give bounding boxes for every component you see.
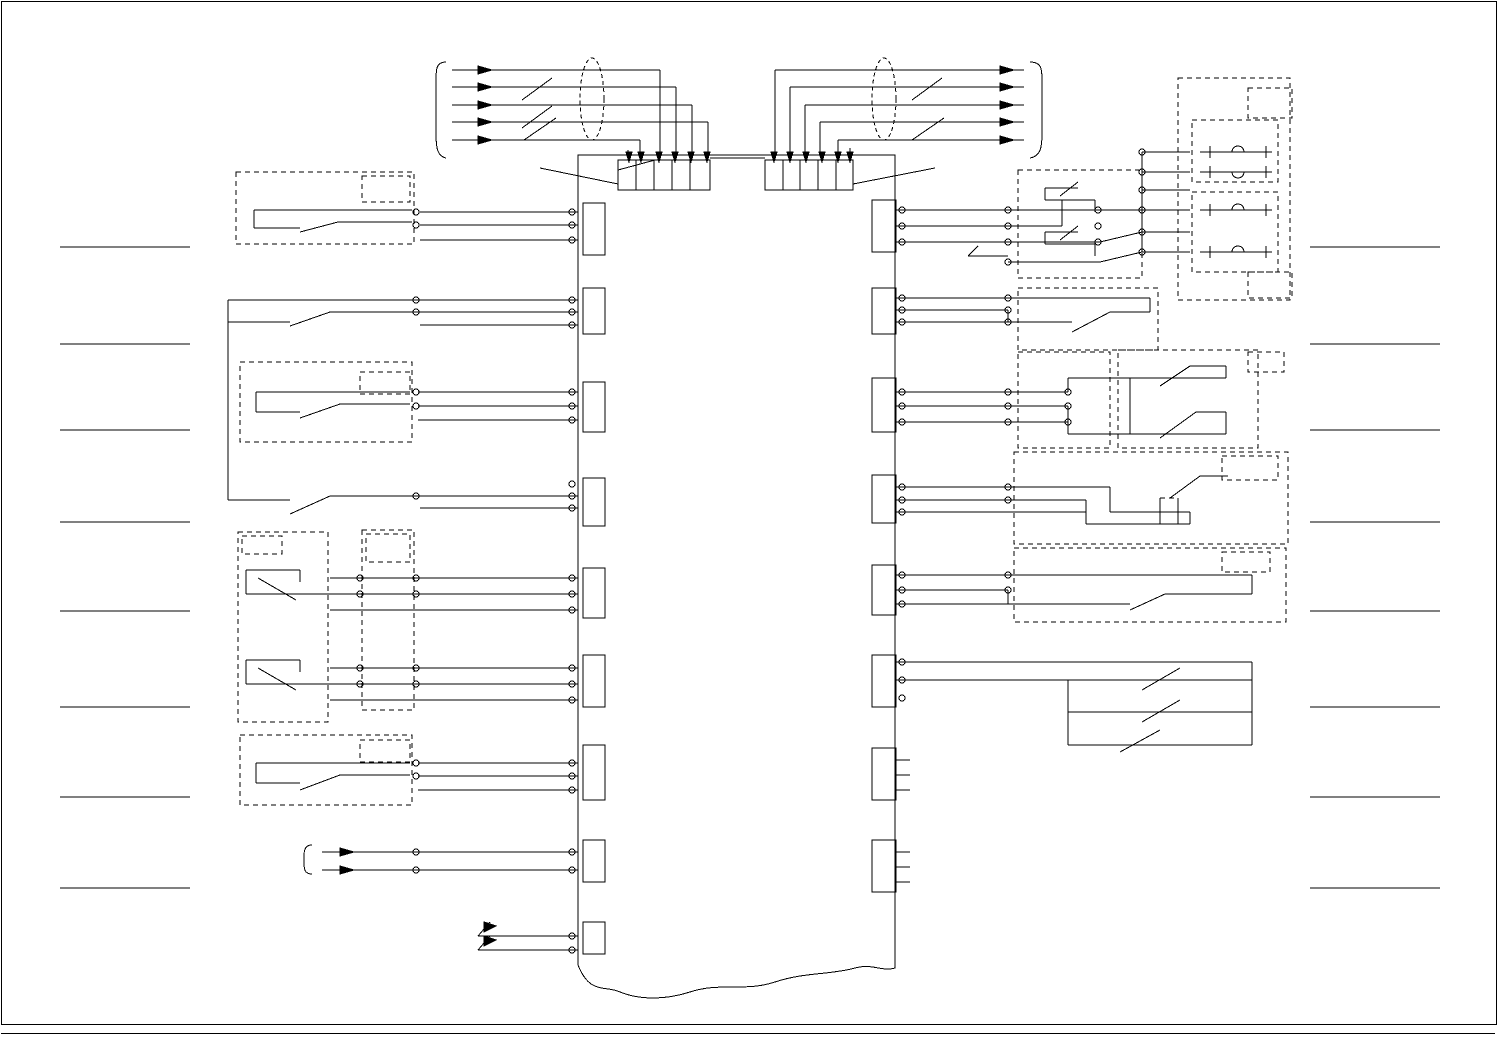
central-ecu-body	[578, 155, 895, 998]
module-multi-switch	[896, 662, 1252, 752]
module-dash-5-wires	[256, 763, 578, 790]
arrow-icon-lowest-left	[484, 922, 496, 946]
right-branch-4-wires	[896, 476, 1228, 524]
terminal-block-left	[540, 160, 710, 190]
right-branch-5-wires	[896, 575, 1252, 610]
top-harness-left-bracket	[436, 62, 446, 158]
arrow-icon-bottom-left	[340, 848, 354, 874]
module-dash-2-wires	[256, 392, 578, 420]
module-dash-4	[362, 530, 414, 710]
grid-right-rules	[1310, 247, 1440, 888]
module-relay-block-top	[1178, 78, 1292, 300]
grid-left-rules	[60, 247, 190, 888]
module-dash-1	[236, 172, 414, 244]
module-switch-right-3	[1018, 350, 1284, 448]
right-branch-3-wires	[896, 366, 1226, 438]
module-switch-right-6	[1014, 548, 1286, 622]
terminal-block-right	[765, 160, 935, 190]
arrow-icon-group-right	[1000, 66, 1014, 144]
module-dash-3-switches	[246, 570, 578, 700]
right-branch-2-wires	[896, 298, 1150, 332]
right-branch-1-wires	[896, 152, 1190, 262]
arrow-icon-group-left	[478, 66, 492, 144]
module-switch-right-2	[1018, 288, 1158, 350]
top-harness-right-wires	[775, 70, 1024, 155]
relay-contacts	[1200, 146, 1272, 258]
right-pin-markers	[899, 149, 1145, 701]
module-dash-2	[240, 362, 412, 442]
top-harness-right-bracket	[1030, 62, 1042, 158]
module-switch-right-5	[1014, 452, 1288, 544]
ecu-right-connectors	[872, 200, 910, 892]
top-harness-left-wires	[452, 70, 708, 155]
left-pin-markers	[357, 209, 575, 953]
ecu-left-connectors	[583, 203, 605, 954]
module-dash-3	[238, 532, 328, 722]
left-branch-2-wires	[228, 300, 578, 514]
module-dash-5	[240, 735, 412, 805]
